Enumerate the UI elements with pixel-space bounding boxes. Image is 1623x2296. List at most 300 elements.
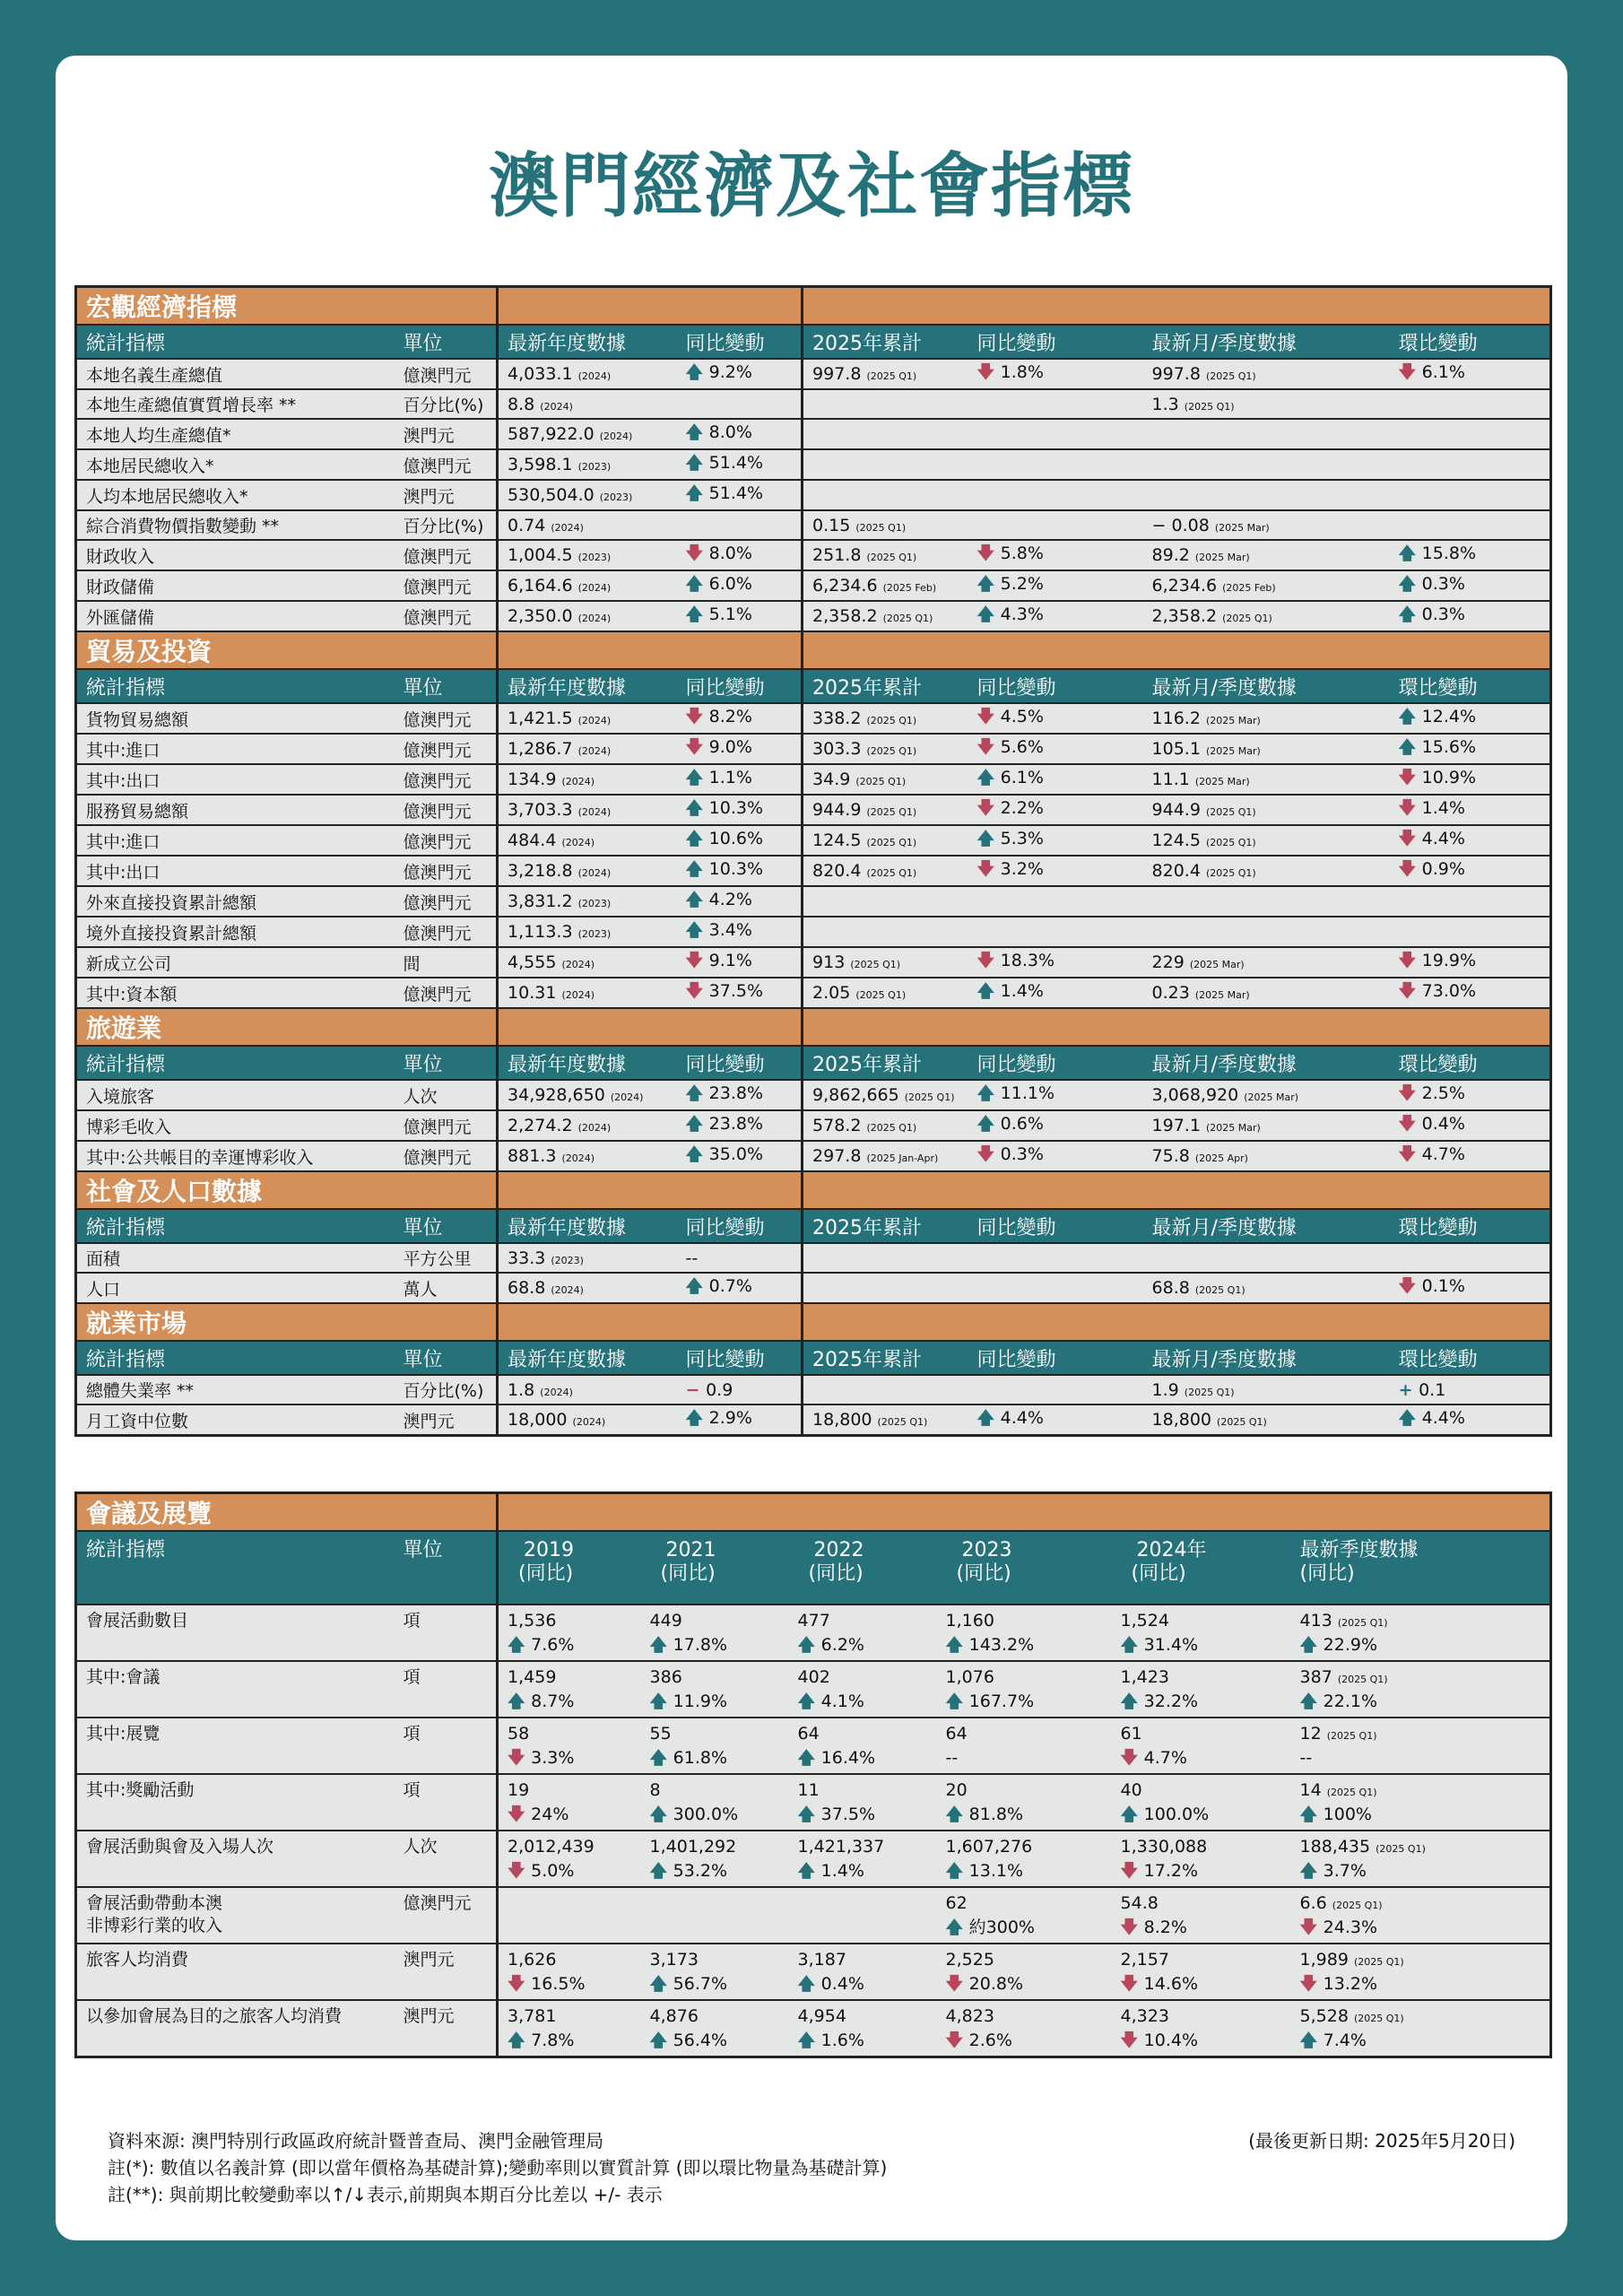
section-header (76, 1493, 1551, 1532)
latest-value: 116.2 (1151, 709, 1201, 728)
year-change: 7.4% (1323, 2031, 1367, 2050)
year-value-period: (2025 Q1) (1337, 1617, 1388, 1629)
year-value-line (946, 2005, 1103, 2030)
indicator-label: 其中:資本額 (76, 978, 395, 1008)
indicator-label-line: 會展活動與會及入場人次 (86, 1837, 274, 1857)
year-change: 14.6% (1143, 1974, 1199, 1994)
latest-value: 997.8 (1151, 364, 1201, 384)
year-value: 5,528 (1299, 2006, 1349, 2026)
year-change-line (1121, 1804, 1282, 1826)
table-row (76, 947, 1551, 978)
annual-value: 530,504.0 (508, 485, 595, 505)
year-value: 20 (945, 1780, 968, 1800)
up-arrow-icon: 🡅 (976, 1114, 1001, 1134)
year-value: 64 (945, 1724, 968, 1744)
year-change-line (798, 1860, 928, 1883)
ytd-change: 1.8% (1000, 362, 1044, 382)
indicator-label: 總體失業率 ** (76, 1375, 395, 1405)
year-header (641, 1531, 789, 1605)
section-spacer (498, 1303, 803, 1341)
latest-value-period: (2025 Q1) (1205, 837, 1256, 848)
annual-value: 68.8 (508, 1278, 546, 1298)
year-value-line (508, 1666, 632, 1691)
indicator-label: 月工資中位數 (76, 1405, 395, 1436)
section-spacer (498, 1008, 803, 1046)
year-cell (498, 1831, 641, 1887)
indicator-label: 博彩毛收入 (76, 1110, 395, 1141)
annual-value-period: (2024) (599, 430, 633, 442)
year-change: 11.9% (673, 1692, 728, 1711)
year-change-line (508, 2030, 632, 2052)
column-header: 同比變動 (968, 669, 1143, 703)
annual-value-period: (2024) (540, 1386, 573, 1398)
annual-value-period: (2024) (577, 867, 612, 879)
table-row (76, 1080, 1551, 1110)
year-change-line (946, 1691, 1103, 1713)
year-change-line (946, 2030, 1103, 2052)
column-header-row (76, 1209, 1551, 1243)
year-change: 13.1% (968, 1861, 1024, 1881)
unit: 億澳門元 (395, 570, 498, 601)
year-change: 1.4% (820, 1861, 864, 1881)
ytd-value-period: (2025 Q1) (904, 1091, 955, 1103)
indicator-label: 人口 (76, 1273, 395, 1303)
table-row (76, 1944, 1551, 2000)
down-arrow-icon: 🡇 (1398, 1144, 1422, 1164)
yoy-change: 10.3% (708, 859, 764, 879)
up-arrow-icon: 🡅 (976, 1408, 1001, 1428)
ytd-value: 997.8 (812, 364, 862, 384)
year-cell (1291, 1831, 1551, 1887)
column-header: 同比變動 (677, 1046, 803, 1080)
indicator-label: 外匯儲備 (76, 601, 395, 631)
ytd-value: 251.8 (812, 545, 862, 565)
year-header (789, 1531, 937, 1605)
annual-value: 4,555 (508, 952, 557, 972)
up-arrow-icon: 🡅 (1398, 604, 1422, 624)
column-header: 環比變動 (1390, 1209, 1551, 1243)
column-header: 同比變動 (968, 325, 1143, 359)
page-title: 澳門經濟及社會指標 (488, 146, 1134, 227)
year-value-line (508, 1723, 632, 1747)
qoq-change: 0.1 (1419, 1379, 1446, 1400)
up-arrow-icon: 🡅 (685, 1276, 709, 1296)
qoq-change: 0.4% (1421, 1114, 1465, 1134)
year-change-line (1300, 2030, 1541, 2052)
table-row (76, 1887, 1551, 1944)
year-cell (937, 1661, 1112, 1718)
year-value: 4,823 (945, 2006, 994, 2026)
latest-value-period: (2025 Q1) (1184, 1386, 1235, 1398)
year-change-line (1121, 1691, 1282, 1713)
yoy-change: 10.6% (708, 829, 764, 848)
year-change: 100.0% (1143, 1805, 1210, 1824)
unit: 億澳門元 (395, 978, 498, 1008)
year-change: 56.4% (673, 2031, 728, 2050)
yoy-change: 8.0% (708, 422, 752, 442)
year-value: 58 (508, 1724, 530, 1744)
latest-value-period: (2025 Q1) (1194, 1284, 1245, 1296)
ytd-value-period: (2025 Q1) (877, 1416, 928, 1428)
year-change: 22.9% (1323, 1635, 1378, 1655)
year-value-line (1121, 1892, 1282, 1917)
year-change-line (650, 1691, 780, 1713)
yoy-change: 23.8% (708, 1083, 764, 1103)
annual-value-period: (2024) (577, 806, 612, 818)
year-value: 19 (508, 1780, 530, 1800)
up-arrow-icon: 🡅 (649, 1692, 673, 1711)
up-arrow-icon: 🡅 (685, 1083, 709, 1103)
table-row (76, 389, 1551, 419)
column-header: 同比變動 (968, 1046, 1143, 1080)
year-change-line (946, 1634, 1103, 1657)
down-arrow-icon: 🡇 (1398, 951, 1422, 970)
annual-value-period: (2024) (577, 370, 612, 382)
year-change: 167.7% (968, 1692, 1035, 1711)
year-value-line (508, 1836, 632, 1860)
year-change: 7.8% (531, 2031, 575, 2050)
annual-value-period: (2024) (551, 1284, 584, 1296)
year-change: 17.2% (1143, 1861, 1199, 1881)
down-arrow-icon: 🡇 (976, 859, 1001, 879)
annual-value-period: (2024) (540, 400, 573, 413)
latest-value-period: (2025 Q1) (1222, 613, 1272, 624)
qoq-change: 19.9% (1421, 951, 1477, 970)
annual-value-period: (2024) (561, 837, 595, 848)
year-cell (1112, 1774, 1291, 1831)
year-change: 24% (531, 1805, 569, 1824)
latest-value: 0.23 (1151, 983, 1190, 1003)
down-arrow-icon: 🡇 (976, 544, 1001, 563)
latest-value: 75.8 (1151, 1146, 1190, 1166)
indicator-label: 服務貿易總額 (76, 795, 395, 825)
ytd-value: 297.8 (812, 1146, 862, 1166)
year-value-line (1300, 1892, 1541, 1917)
table-row (76, 1774, 1551, 1831)
indicator-label: 綜合消費物價指數變動 ** (76, 510, 395, 540)
year-cell (641, 1831, 789, 1887)
ytd-value: 338.2 (812, 709, 862, 728)
column-header-row (76, 1046, 1551, 1080)
down-arrow-icon: 🡇 (976, 1144, 1001, 1164)
year-cell (641, 1944, 789, 2000)
annual-value: 18,000 (508, 1410, 568, 1430)
latest-value-period: (2025 Feb) (1222, 582, 1276, 594)
year-header (498, 1531, 641, 1605)
down-arrow-icon: 🡇 (508, 1805, 532, 1824)
year-value: 40 (1120, 1780, 1142, 1800)
indicator-label: 新成立公司 (76, 947, 395, 978)
annual-value-period: (2024) (577, 745, 612, 757)
unit: 億澳門元 (395, 449, 498, 480)
year-value-line (650, 1666, 780, 1691)
down-arrow-icon: 🡇 (1120, 1861, 1144, 1881)
up-arrow-icon: 🡅 (685, 453, 709, 473)
column-header: 最新月/季度數據 (1143, 1046, 1390, 1080)
table-row (76, 734, 1551, 764)
unit: 項 (395, 1605, 498, 1661)
column-header: 最新年度數據 (498, 325, 677, 359)
ytd-value-period: (2025 Q1) (866, 1122, 917, 1134)
qoq-change: 10.9% (1421, 768, 1477, 787)
year-value: 1,626 (508, 1950, 557, 1970)
up-arrow-icon: 🡅 (1398, 707, 1422, 726)
latest-value: 11.1 (1151, 770, 1190, 789)
year-value: 1,423 (1120, 1667, 1169, 1687)
latest-value-period: (2025 Mar) (1194, 776, 1250, 787)
up-arrow-icon: 🡅 (685, 483, 709, 503)
year-cell (937, 1831, 1112, 1887)
unit: 億澳門元 (395, 886, 498, 917)
year-value: 387 (1299, 1667, 1332, 1687)
ytd-value: 34.9 (812, 770, 851, 789)
footer (108, 2127, 1515, 2208)
year-value: 4,954 (797, 2006, 846, 2026)
indicators-table (74, 285, 1552, 1437)
year-sublabel: (同比) (1299, 1562, 1355, 1585)
unit: 億澳門元 (395, 795, 498, 825)
annual-value: 33.3 (508, 1248, 546, 1268)
annual-value-period: (2024) (561, 959, 595, 970)
indicator-label: 財政收入 (76, 540, 395, 570)
up-arrow-icon: 🡅 (508, 1635, 532, 1655)
year-label: 2024年 (1136, 1539, 1207, 1561)
annual-value-period: (2023) (577, 552, 612, 563)
year-value-line (1121, 1836, 1282, 1860)
up-arrow-icon: 🡅 (685, 574, 709, 594)
table-row (76, 1605, 1551, 1661)
table-row (76, 978, 1551, 1008)
up-arrow-icon: 🡅 (976, 829, 1001, 848)
up-arrow-icon: 🡅 (797, 2031, 821, 2050)
up-arrow-icon: 🡅 (1299, 1692, 1324, 1711)
minus-arrow-icon: − (685, 1379, 707, 1400)
qoq-change: 4.7% (1421, 1144, 1465, 1164)
indicator-label (76, 1605, 395, 1661)
year-value-line (1300, 1949, 1541, 1973)
year-cell (498, 1605, 641, 1661)
column-header: 同比變動 (968, 1341, 1143, 1375)
year-cell (498, 1887, 641, 1944)
annual-value: 3,598.1 (508, 455, 573, 474)
table-row (76, 795, 1551, 825)
year-change-line (798, 1634, 928, 1657)
year-header (1291, 1531, 1551, 1605)
latest-value-period: (2025 Mar) (1205, 715, 1261, 726)
qoq-change: 4.4% (1421, 829, 1465, 848)
year-value: 11 (797, 1780, 820, 1800)
year-value: 4,323 (1120, 2006, 1169, 2026)
up-arrow-icon: 🡅 (1120, 1805, 1144, 1824)
year-value-line (1300, 1723, 1541, 1747)
year-value-line (798, 1836, 928, 1860)
ytd-value: 6,234.6 (812, 576, 878, 596)
year-change-line (1300, 1747, 1541, 1770)
up-arrow-icon: 🡅 (797, 1748, 821, 1768)
indicator-label: 其中:進口 (76, 734, 395, 764)
up-arrow-icon: 🡅 (685, 890, 709, 909)
latest-value: 6,234.6 (1151, 576, 1218, 596)
down-arrow-icon: 🡇 (1120, 1918, 1144, 1937)
down-arrow-icon: 🡇 (976, 951, 1001, 970)
year-sublabel: (同比) (956, 1562, 1011, 1585)
year-change-line (650, 1634, 780, 1657)
year-cell (641, 1774, 789, 1831)
year-cell (1112, 2000, 1291, 2057)
year-value-line (650, 1779, 780, 1804)
ytd-change: 1.4% (1000, 981, 1044, 1001)
year-value-period: (2025 Q1) (1326, 1730, 1377, 1742)
annual-value-period: (2023) (577, 928, 612, 940)
year-header (1112, 1531, 1291, 1605)
year-cell (1112, 1718, 1291, 1774)
year-cell (1291, 2000, 1551, 2057)
source-note: 資料來源: 澳門特別行政區政府統計暨普查局、澳門金融管理局 (108, 2130, 604, 2152)
down-arrow-icon: 🡇 (976, 798, 1001, 818)
year-value: 1,607,276 (945, 1837, 1033, 1857)
up-arrow-icon: 🡅 (649, 1748, 673, 1768)
ytd-change: 5.2% (1000, 574, 1044, 594)
up-arrow-icon: 🡅 (1299, 2031, 1324, 2050)
annual-value: 1.8 (508, 1379, 535, 1400)
ytd-value: 18,800 (812, 1410, 872, 1430)
section-header (76, 287, 1551, 326)
mice-table (74, 1492, 1552, 2058)
annual-value: 3,703.3 (508, 800, 573, 820)
latest-value-period: (2025 Q1) (1205, 867, 1256, 879)
year-value: 3,781 (508, 2006, 557, 2026)
column-header: 環比變動 (1390, 669, 1551, 703)
annual-value: 2,350.0 (508, 606, 573, 626)
latest-value: 18,800 (1151, 1410, 1211, 1430)
down-arrow-icon: 🡇 (976, 737, 1001, 757)
year-value: 1,330,088 (1120, 1837, 1208, 1857)
up-arrow-icon: 🡅 (797, 1974, 821, 1994)
column-header: 最新月/季度數據 (1143, 1209, 1390, 1243)
up-arrow-icon: 🡅 (649, 1974, 673, 1994)
unit: 項 (395, 1718, 498, 1774)
year-value: 1,160 (945, 1611, 994, 1631)
table-row (76, 359, 1551, 389)
column-header: 同比變動 (677, 1341, 803, 1375)
year-sublabel: (同比) (808, 1562, 864, 1585)
year-value-line (650, 2005, 780, 2030)
annual-value: 1,004.5 (508, 545, 573, 565)
unit: 百分比(%) (395, 510, 498, 540)
year-change: 13.2% (1323, 1974, 1378, 1994)
up-arrow-icon: 🡅 (797, 1805, 821, 1824)
table-row (76, 703, 1551, 734)
latest-value: 2,358.2 (1151, 606, 1218, 626)
up-arrow-icon: 🡅 (1398, 737, 1422, 757)
up-arrow-icon: 🡅 (797, 1692, 821, 1711)
year-value-period: (2025 Q1) (1353, 1956, 1404, 1968)
section-spacer (803, 631, 1551, 669)
yoy-change: 10.3% (708, 798, 764, 818)
down-arrow-icon: 🡇 (685, 544, 709, 563)
year-value: 55 (649, 1724, 672, 1744)
latest-value: 944.9 (1151, 800, 1201, 820)
indicator-label: 其中:公共帳目的幸運博彩收入 (76, 1141, 395, 1171)
section-spacer (803, 1008, 1551, 1046)
latest-value-period: (2025 Q1) (1205, 370, 1256, 382)
up-arrow-icon: 🡅 (508, 1692, 532, 1711)
ytd-value: 578.2 (812, 1116, 862, 1135)
year-change-line (798, 1804, 928, 1826)
year-cell (641, 2000, 789, 2057)
year-value: 62 (945, 1893, 968, 1913)
year-change: 6.2% (820, 1635, 864, 1655)
unit: 澳門元 (395, 2000, 498, 2057)
down-arrow-icon: 🡇 (685, 981, 709, 1001)
year-change: 4.7% (1143, 1748, 1187, 1768)
year-label: 2021 (665, 1539, 716, 1561)
year-change-line (798, 1691, 928, 1713)
ytd-change: 2.2% (1000, 798, 1044, 818)
annual-value-period: (2024) (551, 521, 584, 534)
down-arrow-icon: 🡇 (1299, 1974, 1324, 1994)
indicator-label-line: 會展活動數目 (86, 1611, 189, 1631)
yoy-change: 0.7% (708, 1276, 752, 1296)
year-value: 1,459 (508, 1667, 557, 1687)
up-arrow-icon: 🡅 (797, 1861, 821, 1881)
year-cell (641, 1887, 789, 1944)
indicator-label-line: 其中:會議 (86, 1667, 161, 1687)
table-row (76, 1405, 1551, 1436)
column-header: 單位 (395, 1531, 498, 1605)
year-change-line (1121, 1917, 1282, 1939)
yoy-change: 51.4% (708, 453, 764, 473)
latest-value: 229 (1151, 952, 1185, 972)
year-value: 386 (649, 1667, 682, 1687)
up-arrow-icon: 🡅 (1120, 1635, 1144, 1655)
column-header: 單位 (395, 1209, 498, 1243)
table-row (76, 1141, 1551, 1171)
year-change: 56.7% (673, 1974, 728, 1994)
year-change-line (508, 1747, 632, 1770)
down-arrow-icon: 🡇 (1398, 1276, 1422, 1296)
column-header: 環比變動 (1390, 1341, 1551, 1375)
indicator-label: 本地名義生產總值 (76, 359, 395, 389)
down-arrow-icon: 🡇 (1398, 798, 1422, 818)
indicator-label (76, 1774, 395, 1831)
year-change-line (508, 1634, 632, 1657)
indicator-label: 本地生產總值實質增長率 ** (76, 389, 395, 419)
qoq-change: 73.0% (1421, 981, 1477, 1001)
indicator-label-line: 其中:展覽 (86, 1724, 161, 1744)
table-row (76, 480, 1551, 510)
ytd-change: 4.3% (1000, 604, 1044, 624)
down-arrow-icon: 🡇 (945, 1974, 969, 1994)
unit: 間 (395, 947, 498, 978)
down-arrow-icon: 🡇 (508, 1861, 532, 1881)
up-arrow-icon: 🡅 (649, 1635, 673, 1655)
year-cell (789, 1944, 937, 2000)
ytd-value-period: (2025 Q1) (866, 867, 917, 879)
indicator-label: 貨物貿易總額 (76, 703, 395, 734)
latest-value-period: (2025 Mar) (1244, 1091, 1299, 1103)
indicator-label: 境外直接投資累計總額 (76, 917, 395, 947)
column-header: 同比變動 (677, 669, 803, 703)
ytd-change: 6.1% (1000, 768, 1044, 787)
year-change-line (650, 1747, 780, 1770)
indicator-label (76, 1831, 395, 1887)
annual-value: 881.3 (508, 1146, 557, 1166)
unit: 百分比(%) (395, 389, 498, 419)
table-row (76, 601, 1551, 631)
yoy-change: 1.1% (708, 768, 752, 787)
unit: 億澳門元 (395, 703, 498, 734)
